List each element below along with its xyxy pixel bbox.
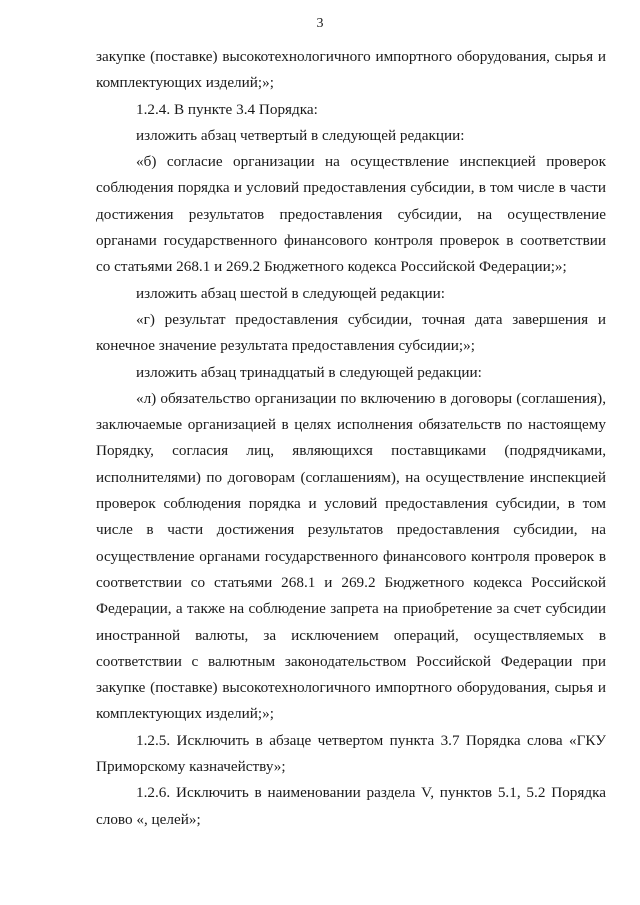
paragraph-amend-abzac-13: изложить абзац тринадцатый в следующей редакции: bbox=[136, 363, 482, 381]
paragraph-1-2-6: 1.2.6. Исключить в наименовании раздела V, пунктов 5.1, 5.2 Порядка слово «, целей»; bbox=[96, 784, 606, 828]
paragraph-1-2-4: 1.2.4. В пункте 3.4 Порядка: bbox=[136, 100, 318, 118]
paragraph-1-2-5: 1.2.5. Исключить в абзаце четвертом пункта 3.7 Порядка слова «ГКУ Приморскому казначейству»; bbox=[96, 731, 606, 776]
page-number: 3 bbox=[316, 16, 324, 31]
paragraph-amend-abzac-4: изложить абзац четвертый в следующей редакции: bbox=[136, 126, 465, 144]
document-body bbox=[96, 44, 606, 833]
paragraph-amend-abzac-6: изложить абзац шестой в следующей редакции: bbox=[136, 284, 445, 302]
paragraph-item-b: «б) согласие организации на осуществление инспекцией проверок соблюдения порядка и условий предоставления субсидии, в том числе в части достижения результатов предоставления субсидии, на осуществление органами государственного финансового контроля проверок в соответствии со статьями 268.1 и 269.2 Бюджетного кодекса Российской Федерации;»; bbox=[96, 153, 606, 276]
paragraph-continuation: закупке (поставке) высокотехнологичного импортного оборудования, сырья и комплектующих изделий;»; bbox=[96, 48, 606, 92]
paragraph-item-g: «г) результат предоставления субсидии, точная дата завершения и конечное значение результата предоставления субсидии;»; bbox=[96, 310, 606, 355]
paragraph-item-l: «л) обязательство организации по включению в договоры (соглашения), заключаемые организацией в целях исполнения обязательств по настоящему Порядку, согласия лиц, являющихся поставщиками (подрядчиками, исполнителями) по договорам (соглашениям), на осуществление инспекцией проверок соблюдения порядка и условий предоставления субсидии, в том числе в части достижения результатов предоставления субсидии, на осуществление органами государственного финансового контроля проверок в соответствии со статьями 268.1 и 269.2 Бюджетного кодекса Российской Федерации, а также на соблюдение запрета на приобретение за счет субсидии иностранной валюты, за исключением операций, осуществляемых в соответствии с валютным законодательством Российской Федерации при закупке (поставке) высокотехнологичного импортного оборудования, сырья и комплектующих изделий;»; bbox=[96, 389, 606, 723]
